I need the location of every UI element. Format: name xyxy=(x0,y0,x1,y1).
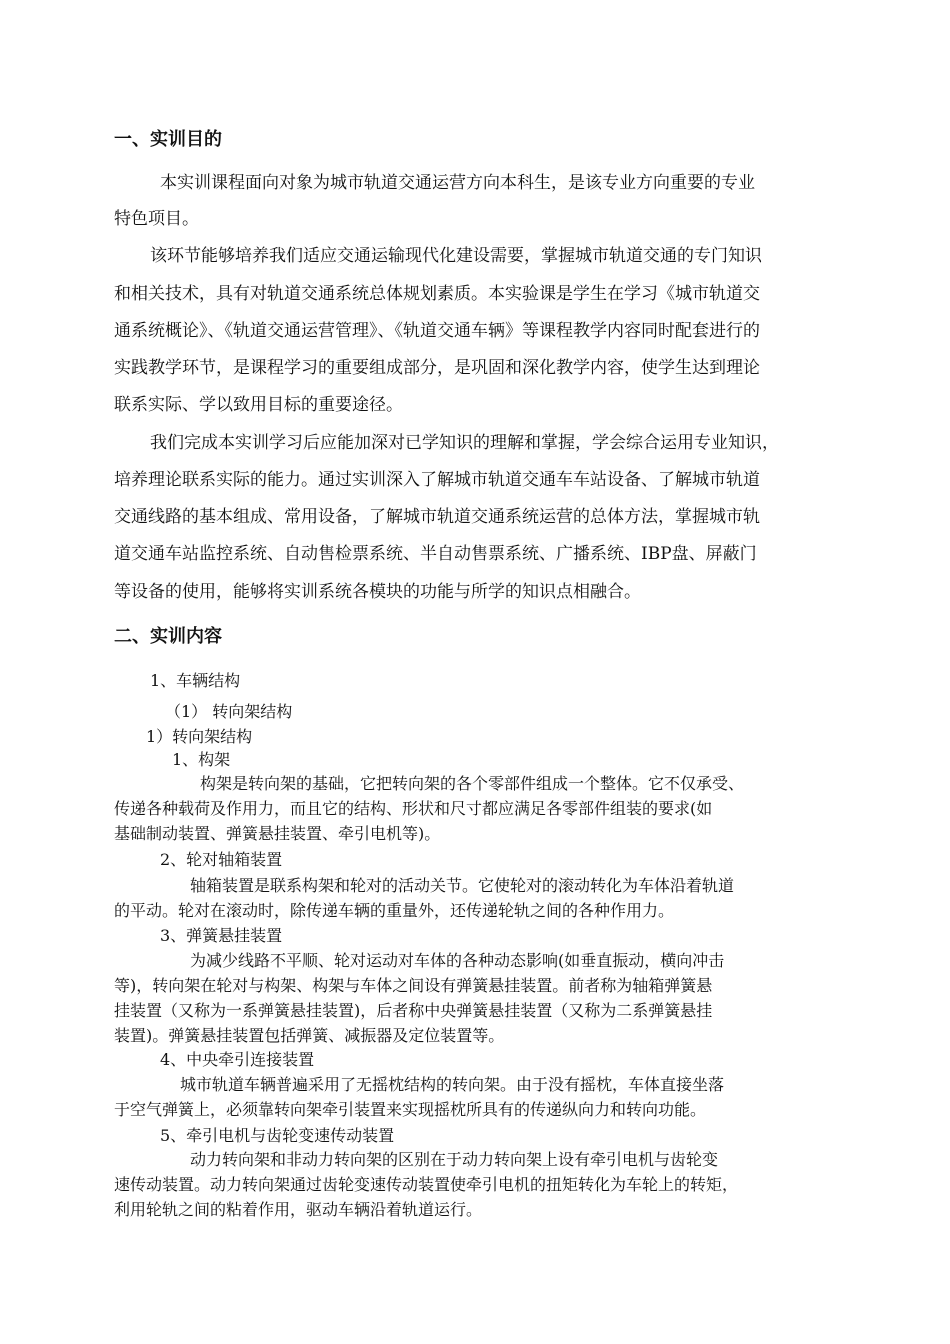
item-title: 3、弹簧悬挂装置 xyxy=(160,926,283,945)
item-text-line: 装置)。弹簧悬挂装置包括弹簧、减振器及定位装置等。 xyxy=(114,1026,505,1045)
paragraph-2-line: 通系统概论》、《轨道交通运营管理》、《轨道交通车辆》等课程教学内容同时配套进行的 xyxy=(114,321,760,341)
paragraph-3-line: 交通线路的基本组成、常用设备，了解城市轨道交通系统运营的总体方法，掌握城市轨 xyxy=(114,507,760,527)
item-title: 1、构架 xyxy=(172,750,231,769)
item-text-line: 轴箱装置是联系构架和轮对的活动关节。它使轮对的滚动转化为车体沿着轨道 xyxy=(190,876,735,895)
item-text-line: 基础制动装置、弹簧悬挂装置、牵引电机等)。 xyxy=(114,824,441,843)
item-title: 2、轮对轴箱装置 xyxy=(160,850,283,869)
paragraph-3-line: 道交通车站监控系统、自动售检票系统、半自动售票系统、广播系统、IBP盘、屏蔽门 xyxy=(114,544,757,564)
section-heading-2: 二、实训内容 xyxy=(114,626,222,647)
outline-level-2: （1） 转向架结构 xyxy=(165,702,293,721)
item-text-line: 传递各种载荷及作用力，而且它的结构、形状和尺寸都应满足各零部件组装的要求(如 xyxy=(114,799,713,818)
item-text-line: 挂装置（又称为一系弹簧悬挂装置)，后者称中央弹簧悬挂装置（又称为二系弹簧悬挂 xyxy=(114,1001,713,1020)
item-text-line: 速传动装置。动力转向架通过齿轮变速传动装置使牵引电机的扭矩转化为车轮上的转矩， xyxy=(114,1175,739,1194)
section-heading-1: 一、实训目的 xyxy=(114,129,222,150)
paragraph-3-line: 培养理论联系实际的能力。通过实训深入了解城市轨道交通车车站设备、了解城市轨道 xyxy=(114,470,760,490)
outline-level-3: 1）转向架结构 xyxy=(146,727,253,746)
paragraph-3-line: 等设备的使用，能够将实训系统各模块的功能与所学的知识点相融合。 xyxy=(114,582,641,602)
paragraph-2-line: 实践教学环节，是课程学习的重要组成部分，是巩固和深化教学内容，使学生达到理论 xyxy=(114,358,760,378)
item-text-line: 城市轨道车辆普遍采用了无摇枕结构的转向架。由于没有摇枕，车体直接坐落 xyxy=(180,1075,725,1094)
paragraph-2-line: 联系实际、学以致用目标的重要途径。 xyxy=(114,395,403,415)
item-text-line: 于空气弹簧上，必须靠转向架牵引装置来实现摇枕所具有的传递纵向力和转向功能。 xyxy=(114,1100,707,1119)
item-text-line: 的平动。轮对在滚动时，除传递车辆的重量外，还传递轮轨之间的各种作用力。 xyxy=(114,901,675,920)
paragraph-1-line: 特色项目。 xyxy=(114,209,199,229)
item-title: 4、中央牵引连接装置 xyxy=(160,1050,315,1069)
item-text-line: 利用轮轨之间的粘着作用，驱动车辆沿着轨道运行。 xyxy=(114,1200,483,1219)
outline-level-1: 1、车辆结构 xyxy=(150,671,241,690)
item-text-line: 为减少线路不平顺、轮对运动对车体的各种动态影响(如垂直振动，横向冲击 xyxy=(190,951,725,970)
item-title: 5、牵引电机与齿轮变速传动装置 xyxy=(160,1126,395,1145)
item-text-line: 动力转向架和非动力转向架的区别在于动力转向架上设有牵引电机与齿轮变 xyxy=(190,1150,719,1169)
item-text-line: 等)，转向架在轮对与构架、构架与车体之间设有弹簧悬挂装置。前者称为轴箱弹簧悬 xyxy=(114,976,713,995)
item-text-line: 构架是转向架的基础，它把转向架的各个零部件组成一个整体。它不仅承受、 xyxy=(200,774,745,793)
paragraph-2-line: 该环节能够培养我们适应交通运输现代化建设需要，掌握城市轨道交通的专门知识 xyxy=(150,246,762,266)
paragraph-2-line: 和相关技术，具有对轨道交通系统总体规划素质。本实验课是学生在学习《城市轨道交 xyxy=(114,284,760,304)
paragraph-3-line: 我们完成本实训学习后应能加深对已学知识的理解和掌握，学会综合运用专业知识， xyxy=(150,433,779,453)
paragraph-1-line: 本实训课程面向对象为城市轨道交通运营方向本科生，是该专业方向重要的专业 xyxy=(160,173,755,193)
